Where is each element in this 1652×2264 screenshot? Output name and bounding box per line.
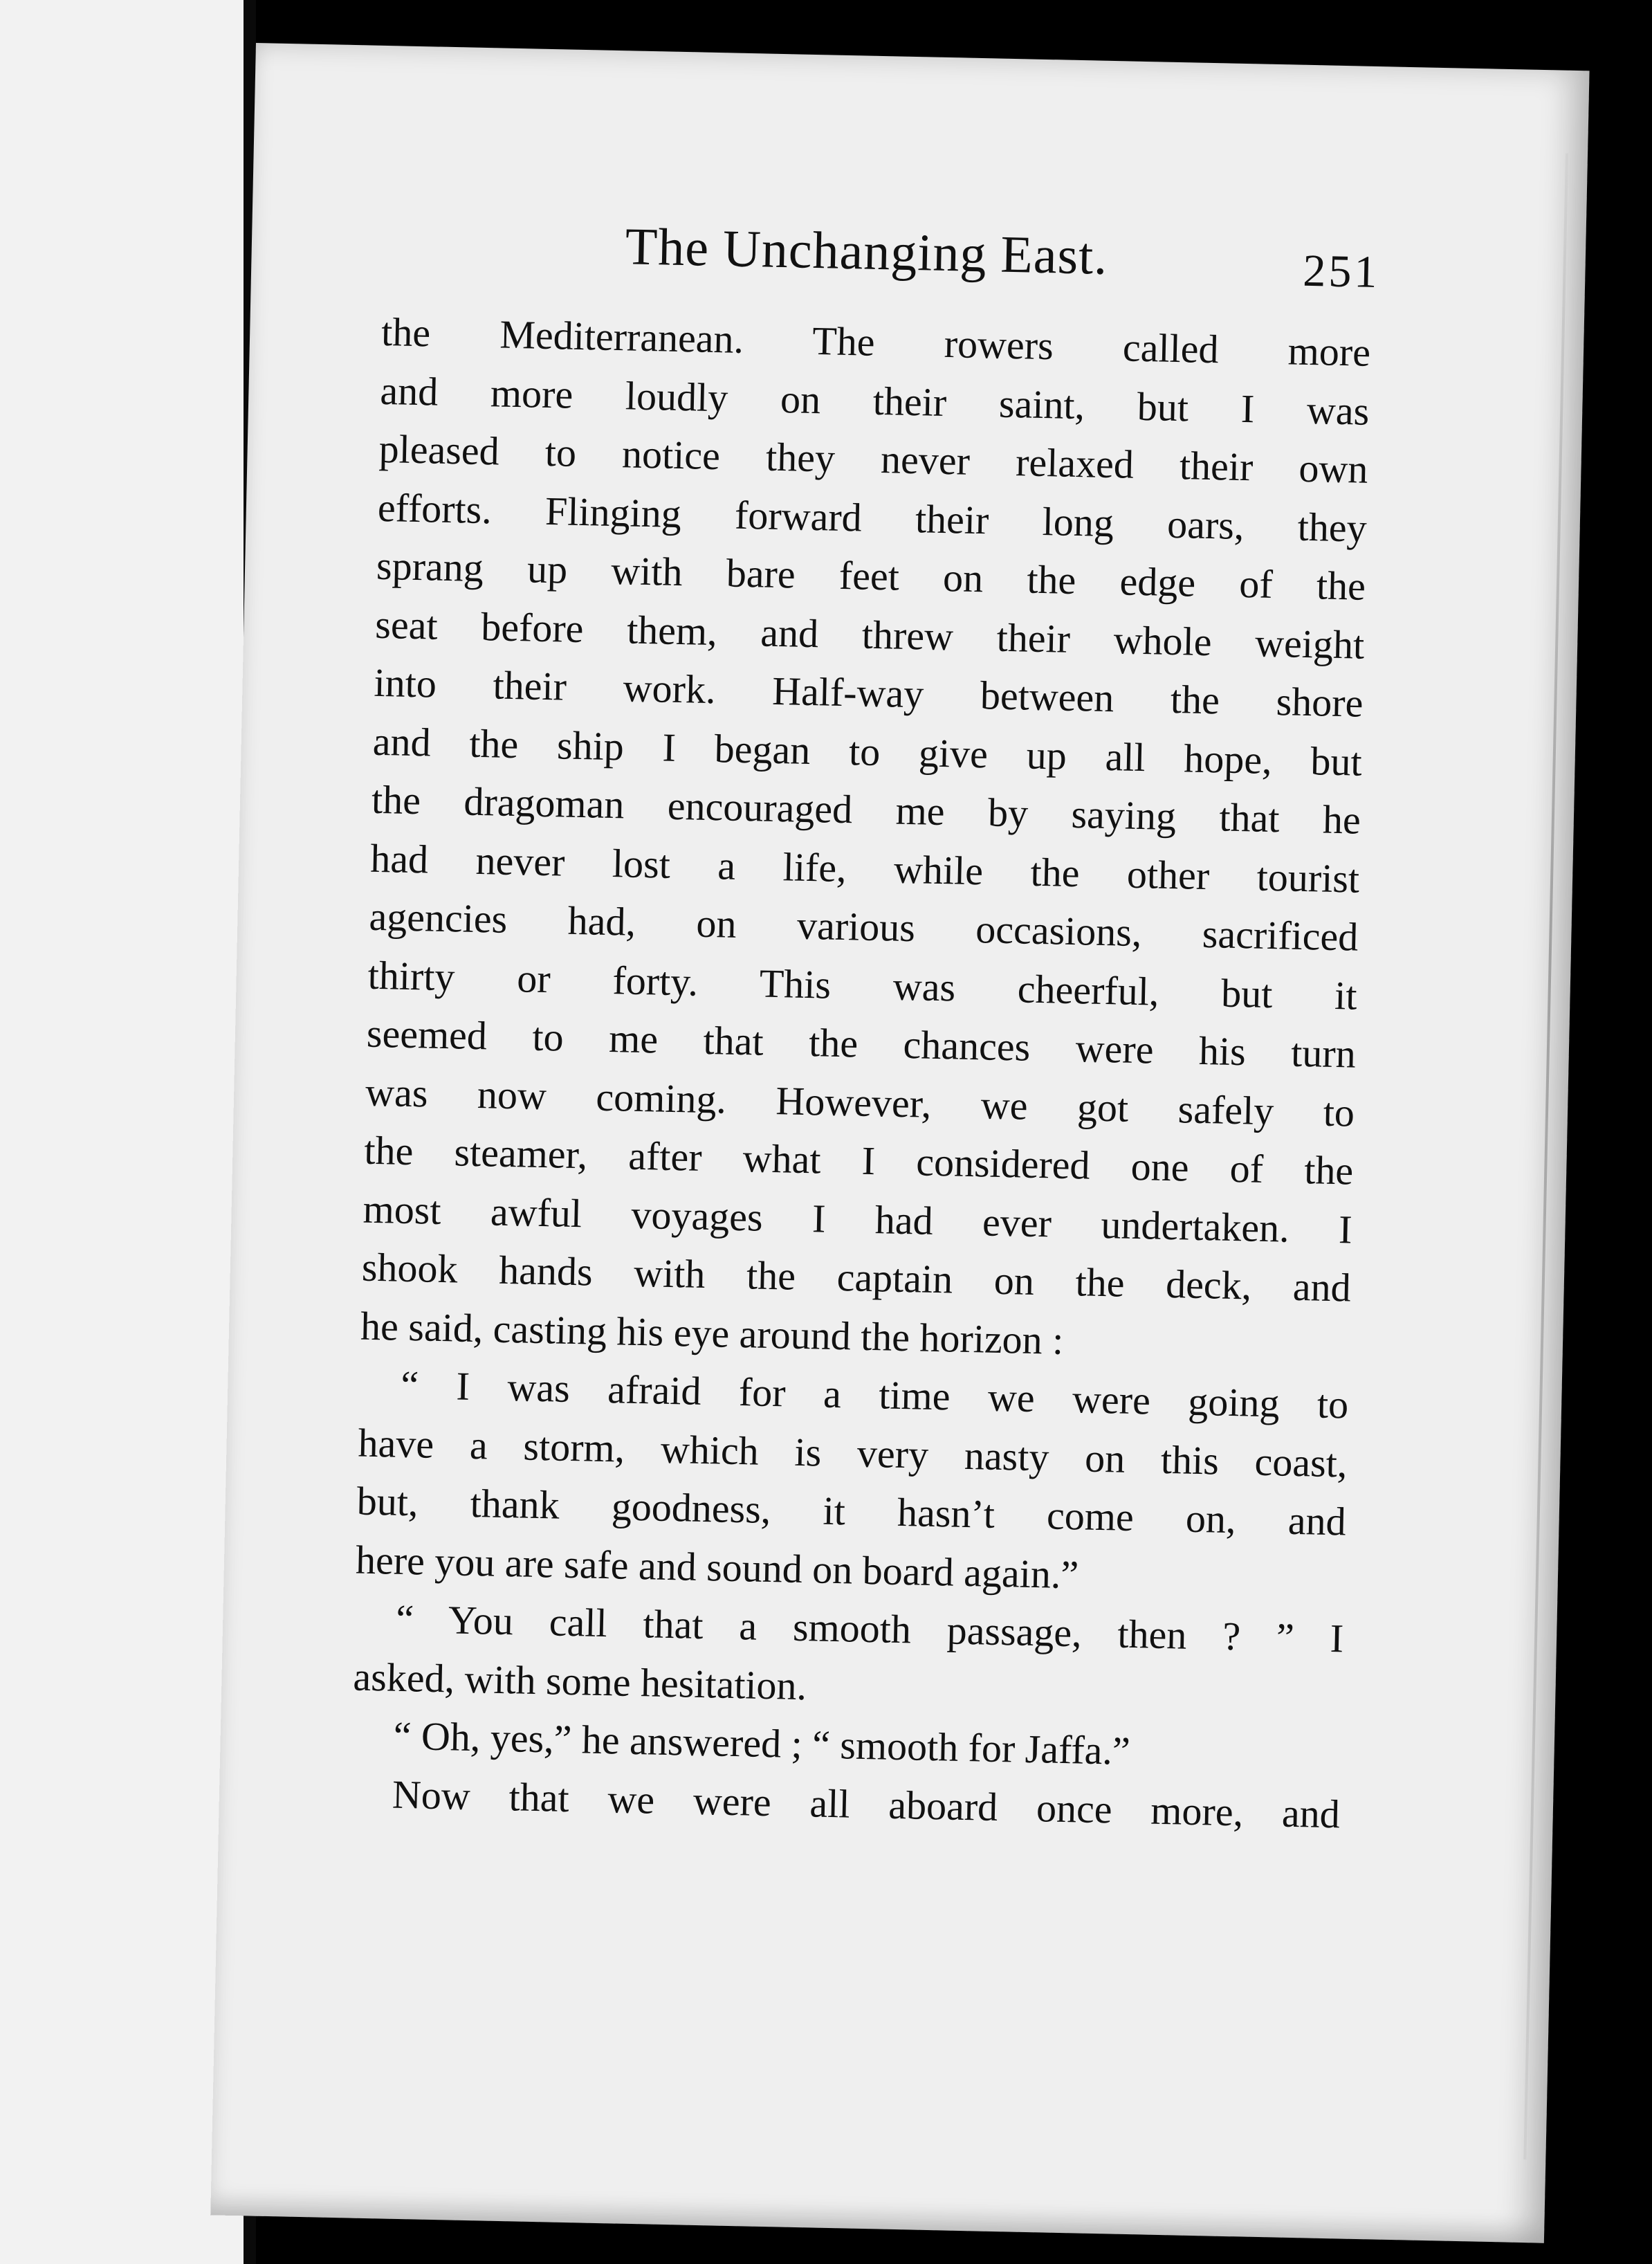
text-line: agencies had, on various occasions, sacrificed — [368, 893, 1359, 960]
text-line: efforts. Flinging forward their long oars, they — [377, 484, 1368, 551]
text-line: “ You call that a smooth passage, then ? ” I — [395, 1596, 1344, 1661]
running-head — [251, 209, 1586, 313]
text-line: “ I was afraid for a time we were going to — [400, 1362, 1349, 1427]
text-line: into their work. Half-way between the shore — [374, 659, 1364, 726]
text-line: was now coming. However, we got safely to — [365, 1069, 1355, 1135]
text-line: shook hands with the captain on the deck, and — [361, 1244, 1352, 1311]
text-line: thirty or forty. This was cheerful, but it — [367, 952, 1358, 1019]
text-line: Now that we were all aboard once more, and — [392, 1771, 1341, 1836]
facing-page-left — [0, 0, 244, 2264]
page-number: 251 — [1302, 245, 1381, 298]
text-line: have a storm, which is very nasty on this coast, — [357, 1420, 1348, 1486]
page-edge-shadow — [1523, 154, 1568, 2160]
book-page — [210, 43, 1589, 2243]
text-line: the Mediterranean. The rowers called more — [380, 309, 1371, 375]
text-line: here you are safe and sound on board again.” — [355, 1537, 1079, 1597]
text-line: seemed to me that the chances were his turn — [366, 1010, 1357, 1077]
text-line: most awful voyages I had ever undertaken. I — [362, 1186, 1353, 1252]
text-line: but, thank goodness, it hasn’t come on, and — [356, 1478, 1347, 1544]
text-line: the dragoman encouraged me by saying that he — [371, 776, 1361, 843]
text-line: sprang up with bare feet on the edge of the — [376, 542, 1366, 609]
text-line: had never lost a life, while the other tourist — [369, 835, 1360, 902]
text-line: the steamer, after what I considered one of the — [363, 1127, 1354, 1194]
text-line: pleased to notice they never relaxed their own — [378, 426, 1369, 492]
text-line: asked, with some hesitation. — [352, 1653, 807, 1708]
text-line: and more loudly on their saint, but I was — [379, 367, 1370, 434]
text-line: and the ship I began to give up all hope, but — [372, 718, 1363, 785]
body-text — [350, 303, 1371, 1843]
text-line: seat before them, and threw their whole weight — [374, 601, 1365, 668]
text-line: “ Oh, yes,” he answered ; “ smooth for Jaffa.” — [393, 1713, 1131, 1773]
running-title: The Unchanging East. — [625, 217, 1109, 286]
text-line: he said, casting his eye around the horizon : — [360, 1303, 1065, 1363]
